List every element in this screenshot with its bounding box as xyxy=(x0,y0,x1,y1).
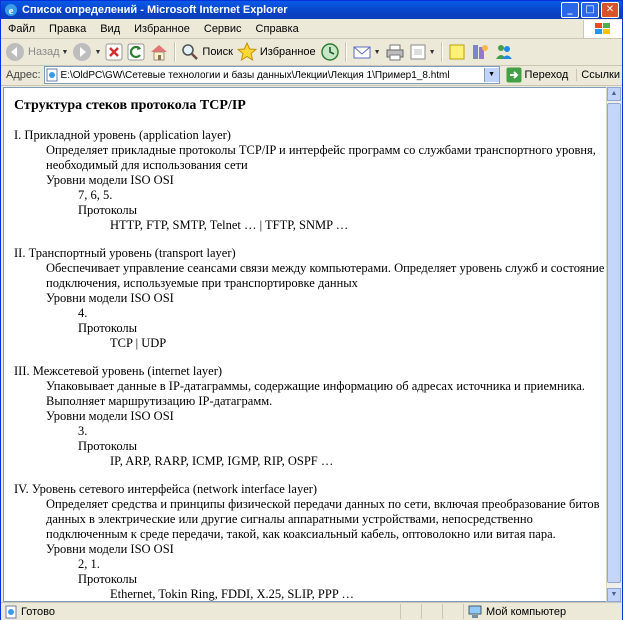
menu-bar xyxy=(1,20,622,39)
menu-view[interactable]: Вид xyxy=(100,23,121,35)
status-bar xyxy=(1,602,622,620)
research-button[interactable] xyxy=(468,41,492,63)
search-icon xyxy=(181,43,199,61)
chevron-down-icon[interactable]: ▼ xyxy=(428,48,436,56)
go-button[interactable] xyxy=(506,67,569,83)
home-icon xyxy=(149,43,169,61)
osi-label: Уровни модели ISO OSI xyxy=(46,409,174,423)
go-arrow-icon xyxy=(506,67,522,83)
address-url: E:\OldPC\GW\Сетевые технологии и базы данных\Лекции\Лекция 1\Пример1_8.html xyxy=(60,69,450,81)
layer-description: Обеспечивает управление сеансами связи между компьютерами. Определяет уровень служб и состояние подключения, используемые при транспортировке данных xyxy=(46,261,605,290)
chevron-down-icon[interactable]: ▼ xyxy=(484,68,499,82)
layer-title: III. Межсетевой уровень (internet layer) xyxy=(14,364,223,378)
osi-label: Уровни модели ISO OSI xyxy=(46,542,174,556)
page-icon xyxy=(45,68,59,82)
favorites-label: Избранное xyxy=(259,46,316,58)
edit-button[interactable] xyxy=(407,41,438,63)
layer-3 xyxy=(14,364,606,469)
history-button[interactable] xyxy=(318,41,342,63)
osi-levels: 3. xyxy=(78,424,88,438)
forward-button[interactable] xyxy=(70,41,103,63)
protocols-label: Протоколы xyxy=(78,321,138,335)
zone-label: Мой компьютер xyxy=(486,605,567,618)
print-button[interactable] xyxy=(383,41,407,63)
svg-text:e: e xyxy=(8,5,14,17)
links-button[interactable]: Ссылки xyxy=(576,69,620,81)
page-done-icon xyxy=(4,605,18,619)
address-bar xyxy=(1,65,622,86)
layer-title: II. Транспортный уровень (transport layer) xyxy=(14,246,236,260)
layer-description: Упаковывает данные в IP-датаграммы, содержащие информацию об адресах источника и приемника. Выполняет маршрутизацию IP-датаграмм. xyxy=(46,379,585,408)
messenger-icon xyxy=(494,43,514,61)
address-label: Адрес: xyxy=(6,69,41,81)
title-bar[interactable] xyxy=(1,1,622,19)
page-content xyxy=(3,87,607,602)
refresh-icon xyxy=(127,43,145,61)
refresh-button[interactable] xyxy=(125,41,147,63)
favorites-button[interactable] xyxy=(235,41,318,63)
protocols-list: Ethernet, Tokin Ring, FDDI, X.25, SLIP, PPP … xyxy=(110,587,354,601)
layer-description: Определяет средства и принципы физической передачи данных по сети, включая преобразование битов данных в электрические или другие сигналы аппаратными устройствами, непосредственно подключенным к среде передачи, такой, как коаксиальный кабель, оптоволокно или витая пара. xyxy=(46,497,600,541)
home-button[interactable] xyxy=(147,41,171,63)
window-title: Список определений - Microsoft Internet Explorer xyxy=(22,4,288,16)
computer-icon xyxy=(468,605,482,619)
layer-title: IV. Уровень сетевого интерфейса (network interface layer) xyxy=(14,482,318,496)
back-label: Назад xyxy=(28,46,60,58)
layer-description: Определяет прикладные протоколы TCP/IP и интерфейс программ со службами транспортного уровня, необходимый для использования сети xyxy=(46,143,596,172)
menu-tools[interactable]: Сервис xyxy=(203,23,242,35)
edit-page-icon xyxy=(409,43,427,61)
osi-label: Уровни модели ISO OSI xyxy=(46,173,174,187)
scroll-thumb[interactable] xyxy=(607,103,621,583)
ie-logo-icon xyxy=(4,3,18,17)
page-heading: Структура стеков протокола TCP/IP xyxy=(14,98,246,113)
osi-levels: 7, 6, 5. xyxy=(78,188,113,202)
protocols-list: TCP | UDP xyxy=(110,336,167,350)
menu-help[interactable]: Справка xyxy=(255,23,299,35)
history-icon xyxy=(320,42,340,62)
menu-edit[interactable]: Правка xyxy=(49,23,87,35)
status-text: Готово xyxy=(21,605,55,618)
protocols-label: Протоколы xyxy=(78,439,138,453)
vertical-scrollbar[interactable] xyxy=(606,87,621,602)
scroll-up-arrow-icon[interactable]: ▲ xyxy=(607,87,621,101)
protocols-list: IP, ARP, RARP, ICMP, IGMP, RIP, OSPF … xyxy=(110,454,334,468)
layer-4 xyxy=(14,482,606,602)
close-button[interactable]: ✕ xyxy=(601,2,619,18)
chevron-down-icon[interactable]: ▼ xyxy=(94,48,102,56)
address-input[interactable] xyxy=(44,66,500,84)
stop-icon xyxy=(105,43,123,61)
protocols-label: Протоколы xyxy=(78,572,138,586)
research-icon xyxy=(470,43,490,61)
layer-2 xyxy=(14,246,606,351)
stop-button[interactable] xyxy=(103,41,125,63)
menu-file[interactable]: Файл xyxy=(8,23,36,35)
osi-levels: 2, 1. xyxy=(78,557,100,571)
toolbar xyxy=(1,39,622,66)
security-zone[interactable] xyxy=(463,604,618,619)
messenger-button[interactable] xyxy=(492,41,516,63)
star-icon xyxy=(237,42,257,62)
back-arrow-icon xyxy=(5,42,25,62)
mail-icon xyxy=(352,43,372,61)
chevron-down-icon[interactable]: ▼ xyxy=(373,48,381,56)
protocols-list: HTTP, FTP, SMTP, Telnet … | TFTP, SNMP … xyxy=(110,218,349,232)
osi-levels: 4. xyxy=(78,306,88,320)
discuss-button[interactable] xyxy=(446,41,468,63)
search-label: Поиск xyxy=(202,46,233,58)
windows-logo-icon xyxy=(583,20,622,38)
mail-button[interactable] xyxy=(350,41,383,63)
layer-title: I. Прикладной уровень (application layer) xyxy=(14,128,231,142)
protocols-label: Протоколы xyxy=(78,203,138,217)
maximize-button[interactable]: □ xyxy=(581,2,599,18)
search-button[interactable] xyxy=(179,41,234,63)
osi-label: Уровни модели ISO OSI xyxy=(46,291,174,305)
printer-icon xyxy=(385,43,405,61)
scroll-down-arrow-icon[interactable]: ▼ xyxy=(607,588,621,602)
chevron-down-icon[interactable]: ▼ xyxy=(61,48,69,56)
go-label: Переход xyxy=(524,69,569,81)
minimize-button[interactable]: _ xyxy=(561,2,579,18)
layer-1 xyxy=(14,128,606,233)
menu-favorites[interactable]: Избранное xyxy=(134,23,190,35)
note-icon xyxy=(448,43,466,61)
back-button[interactable] xyxy=(3,41,70,63)
forward-arrow-icon xyxy=(72,42,92,62)
